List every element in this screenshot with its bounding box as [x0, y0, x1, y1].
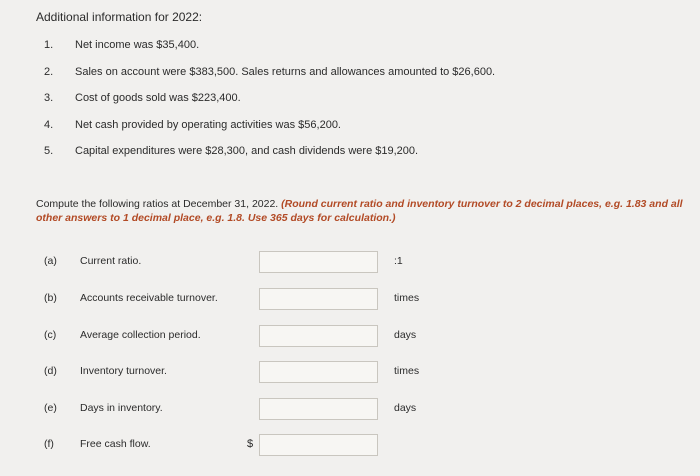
instructions-text: Compute the following ratios at December 31, 2022.: [36, 198, 282, 210]
ratio-unit: times: [394, 292, 420, 304]
ratio-letter: (b): [44, 292, 57, 304]
answer-box: [259, 361, 378, 383]
ratio-label: Accounts receivable turnover.: [80, 292, 218, 304]
ratio-row-e: [0, 398, 700, 420]
info-text: Net income was $35,400.: [75, 39, 200, 51]
receivable-turnover-input[interactable]: [260, 289, 377, 309]
ratio-row-d: [0, 361, 700, 383]
ratio-letter: (c): [44, 329, 57, 341]
ratio-row-b: [0, 288, 700, 310]
ratio-label: Inventory turnover.: [80, 365, 167, 377]
ratio-label: Current ratio.: [80, 255, 142, 267]
ratio-unit: times: [394, 365, 420, 377]
ratio-letter: (d): [44, 365, 57, 377]
answer-box: [259, 288, 378, 310]
dollar-sign: $: [247, 438, 254, 450]
average-collection-period-input[interactable]: [260, 326, 377, 346]
info-text: Sales on account were $383,500. Sales returns and allowances amounted to $26,600.: [75, 65, 496, 78]
info-number: 2.: [44, 65, 54, 78]
info-number: 1.: [44, 39, 54, 51]
ratio-letter: (a): [44, 255, 57, 267]
inventory-turnover-input[interactable]: [260, 362, 377, 382]
ratio-letter: (f): [44, 438, 54, 450]
ratio-unit: :1: [394, 255, 403, 267]
ratio-row-c: [0, 325, 700, 347]
current-ratio-input[interactable]: [260, 252, 377, 272]
days-in-inventory-input[interactable]: [260, 399, 377, 419]
instructions-rounding-note: (Round current ratio and inventory turnover to 2 decimal places, e.g. 1.83 and all other answers to 1 decimal place, e.g. 1.8. Use 365 days for calculation.): [36, 198, 683, 224]
section-heading: Additional information for 2022:: [36, 10, 203, 24]
ratio-row-a: [0, 251, 700, 273]
ratio-unit: days: [394, 402, 417, 414]
info-text: Net cash provided by operating activities was $56,200.: [75, 118, 341, 131]
answer-box: [259, 325, 378, 347]
ratio-label: Free cash flow.: [80, 438, 151, 450]
ratio-letter: (e): [44, 402, 57, 414]
free-cash-flow-input[interactable]: [260, 435, 377, 455]
info-number: 5.: [44, 145, 54, 157]
ratio-row-f: [0, 434, 700, 456]
answer-box: [259, 434, 378, 456]
answer-box: [259, 398, 378, 420]
info-number: 3.: [44, 92, 54, 104]
info-text: Capital expenditures were $28,300, and cash dividends were $19,200.: [75, 145, 419, 157]
info-number: 4.: [44, 118, 54, 131]
ratio-label: Average collection period.: [80, 329, 201, 341]
ratio-label: Days in inventory.: [80, 402, 163, 414]
ratio-unit: days: [394, 329, 417, 341]
instructions: [36, 197, 684, 225]
answer-box: [259, 251, 378, 273]
info-text: Cost of goods sold was $223,400.: [75, 92, 241, 104]
